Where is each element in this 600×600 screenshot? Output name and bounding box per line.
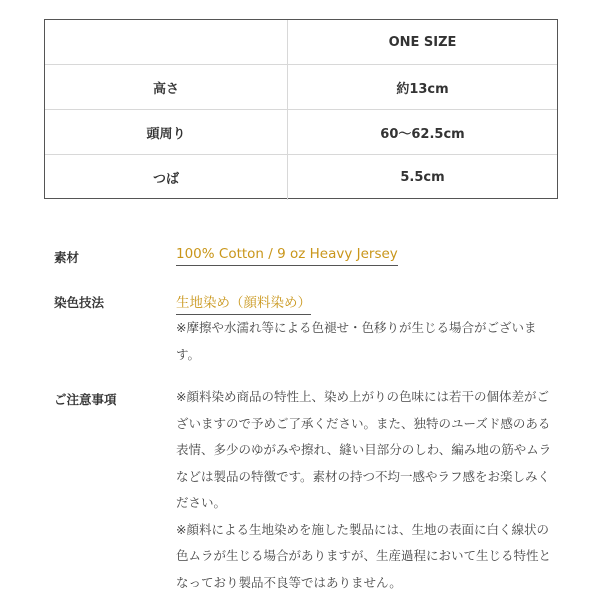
dye-label: 染色技法 bbox=[54, 295, 105, 310]
size-row-label: 高さ bbox=[45, 65, 288, 109]
size-table-header-value: ONE SIZE bbox=[388, 34, 457, 50]
dye-body bbox=[176, 291, 556, 368]
dye-value: 生地染め（顔料染め） bbox=[176, 291, 311, 315]
table-row bbox=[45, 155, 557, 200]
table-row bbox=[45, 110, 557, 155]
caution-text-1: ※顔料染め商品の特性上、染め上がりの色味には若干の個体差がございますので予めご了承ください。また、独特のユーズド感のある表情、多少のゆがみや擦れ、縫い目部分のしわ、編み地の筋やムラなどは製品の特徴です。素材の持つ不均一感やラフ感をお楽しみください。 bbox=[176, 389, 552, 510]
size-row-value: 60〜62.5cm bbox=[380, 126, 465, 142]
material-label: 素材 bbox=[54, 250, 80, 265]
table-row bbox=[45, 65, 557, 110]
caution-text-2: ※顔料による生地染めを施した製品には、生地の表面に白く線状の色ムラが生じる場合がありますが、生産過程において生じる特性となっており製品不良等ではありません。 bbox=[176, 521, 552, 590]
size-table-header-label bbox=[45, 20, 288, 64]
size-row-value: 5.5cm bbox=[400, 170, 445, 185]
material-body bbox=[176, 246, 556, 266]
dye-note: ※摩擦や水濡れ等による色褪せ・色移りが生じる場合がございます。 bbox=[176, 320, 537, 362]
material-value: 100% Cotton / 9 oz Heavy Jersey bbox=[176, 246, 398, 266]
size-row-value: 約13cm bbox=[396, 81, 449, 97]
size-table bbox=[44, 19, 558, 199]
caution-label: ご注意事項 bbox=[54, 392, 117, 407]
size-row-label: 頭周り bbox=[45, 110, 288, 154]
caution-body bbox=[176, 382, 556, 596]
size-table-header-row bbox=[45, 20, 557, 65]
size-row-label: つば bbox=[45, 155, 288, 200]
